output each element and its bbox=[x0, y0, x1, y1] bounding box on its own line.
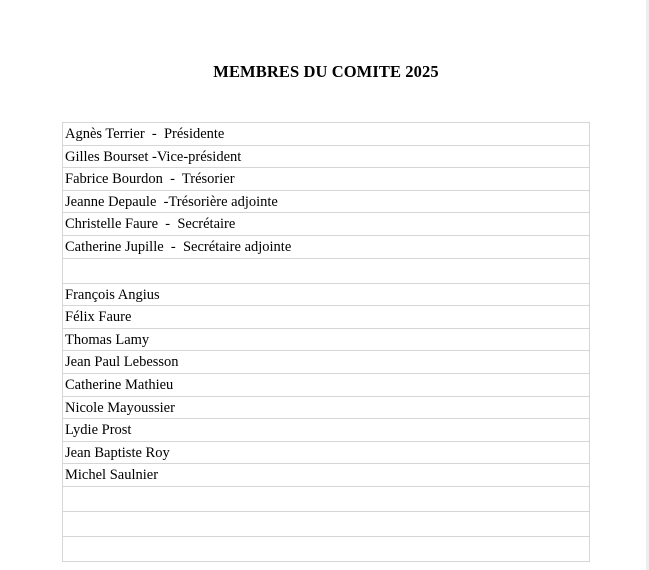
table-row-bureau: Jeanne Depaule -Trésorière adjointe bbox=[63, 191, 589, 214]
table-row-empty bbox=[63, 537, 589, 562]
table-row-bureau: Agnès Terrier - Présidente bbox=[63, 123, 589, 146]
table-row-member: Jean Paul Lebesson bbox=[63, 351, 589, 374]
table-row-member: Catherine Mathieu bbox=[63, 374, 589, 397]
members-table bbox=[62, 122, 590, 562]
table-row-empty bbox=[63, 512, 589, 537]
table-row-member: François Angius bbox=[63, 284, 589, 307]
table-row-empty bbox=[63, 259, 589, 284]
table-row-bureau: Gilles Bourset -Vice-président bbox=[63, 146, 589, 169]
table-row-bureau: Catherine Jupille - Secrétaire adjointe bbox=[63, 236, 589, 259]
table-row-bureau: Christelle Faure - Secrétaire bbox=[63, 213, 589, 236]
table-row-member: Félix Faure bbox=[63, 306, 589, 329]
table-row-member: Jean Baptiste Roy bbox=[63, 442, 589, 465]
table-row-member: Thomas Lamy bbox=[63, 329, 589, 352]
table-row-member: Nicole Mayoussier bbox=[63, 397, 589, 420]
table-row-member: Lydie Prost bbox=[63, 419, 589, 442]
table-row-member: Michel Saulnier bbox=[63, 464, 589, 487]
table-row-empty bbox=[63, 487, 589, 512]
table-row-bureau: Fabrice Bourdon - Trésorier bbox=[63, 168, 589, 191]
document-title: MEMBRES DU COMITE 2025 bbox=[213, 62, 439, 81]
